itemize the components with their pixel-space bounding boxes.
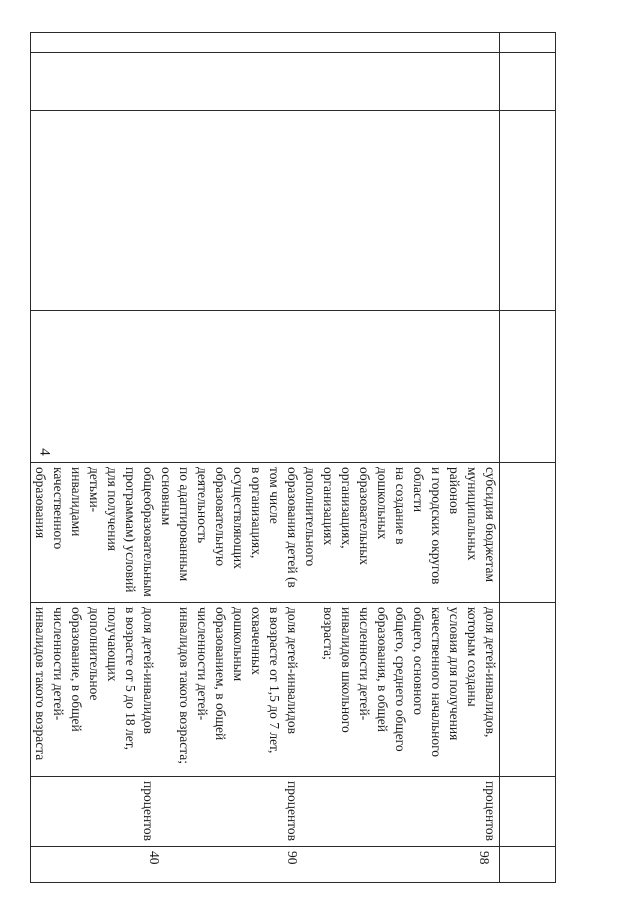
indicator-2-line: дошкольным: [231, 607, 246, 682]
empty-cell: [31, 111, 500, 311]
subsidy-description-cell: [31, 463, 500, 603]
indicator-3-line: численности детей-: [51, 607, 66, 721]
indicator-3-line: получающих: [105, 607, 120, 682]
indicator-3-line: дополнительное: [87, 607, 102, 701]
table-row: [31, 33, 500, 883]
indicator-3-unit: процентов: [141, 781, 156, 842]
indicator-2-unit: процентов: [285, 781, 300, 842]
indicator-3-line: доля детей-инвалидов: [141, 607, 156, 734]
subsidy-line: образовательную деятельность: [195, 467, 228, 567]
subsidy-line: на создание в дошкольных: [375, 467, 408, 545]
subsidy-line: организациях дополнительного: [303, 467, 336, 567]
empty-cell: [500, 53, 556, 111]
subsidy-line: для получения детьми-: [87, 467, 120, 551]
indicator-1-line: инвалидов школьного: [339, 607, 354, 733]
indicator-3-line: инвалидов такого возраста: [33, 607, 48, 761]
subsidy-line: по адаптированным основным: [159, 467, 192, 582]
empty-cell: [500, 311, 556, 463]
page-number: 4: [36, 448, 53, 456]
indicators-cell: [31, 603, 500, 777]
indicator-1-line: образования, в общей: [375, 607, 390, 732]
indicator-1-line: общего, среднего общего: [393, 607, 408, 752]
indicators-table: [30, 32, 556, 883]
indicator-1-line: качественного начального: [429, 607, 444, 758]
indicator-2-line: доля детей-инвалидов: [285, 607, 300, 734]
subsidy-line: в организациях, осуществляющих: [231, 467, 264, 569]
indicator-1-unit: процентов: [483, 781, 498, 842]
units-cell: [31, 777, 500, 847]
table-row: [500, 33, 556, 883]
indicator-2-value: 90: [285, 851, 300, 865]
subsidy-line: субсидия бюджетам: [483, 467, 498, 583]
indicator-1-line: условия для получения: [447, 607, 462, 741]
empty-cell: [500, 463, 556, 603]
indicator-1-line: численности детей-: [357, 607, 372, 721]
indicator-3-line: в возрасте от 5 до 18 лет,: [123, 607, 138, 750]
rotated-table-frame: [33, 32, 556, 882]
indicator-2-line: инвалидов такого возраста;: [177, 607, 192, 764]
subsidy-line: образования: [33, 467, 48, 539]
subsidy-line: общеобразовательным: [141, 467, 156, 597]
subsidy-line: программам) условий: [123, 467, 138, 593]
empty-cell: [500, 33, 556, 53]
indicator-1-line: возраста;: [321, 607, 336, 660]
empty-cell: [500, 847, 556, 883]
empty-cell: [500, 777, 556, 847]
indicator-1-line: общего, основного: [411, 607, 426, 716]
indicator-3-line: образование, в общей: [69, 607, 84, 732]
subsidy-line: инвалидами качественного: [51, 467, 84, 550]
indicator-1-value: 98: [477, 851, 492, 865]
values-cell: [31, 847, 500, 883]
empty-cell: [31, 53, 500, 111]
indicator-1-line: которым созданы: [465, 607, 480, 707]
empty-cell: [500, 111, 556, 311]
subsidy-line: образовательных организациях,: [339, 467, 372, 566]
indicator-2-line: образованием, в общей: [213, 607, 228, 741]
empty-cell: [500, 603, 556, 777]
subsidy-line: и городских округов области: [411, 467, 444, 585]
indicator-2-line: охваченных: [249, 607, 264, 675]
indicator-1-line: доля детей-инвалидов,: [483, 607, 498, 738]
indicator-2-line: численности детей-: [195, 607, 210, 721]
empty-cell: [31, 311, 500, 463]
subsidy-line: муниципальных районов: [447, 467, 480, 561]
indicator-2-line: в возрасте от 1,5 до 7 лет,: [267, 607, 282, 754]
indicator-3-value: 40: [147, 851, 162, 865]
empty-cell: [31, 33, 500, 53]
subsidy-line: образования детей (в том числе: [267, 467, 300, 588]
table-container: [33, 32, 556, 882]
